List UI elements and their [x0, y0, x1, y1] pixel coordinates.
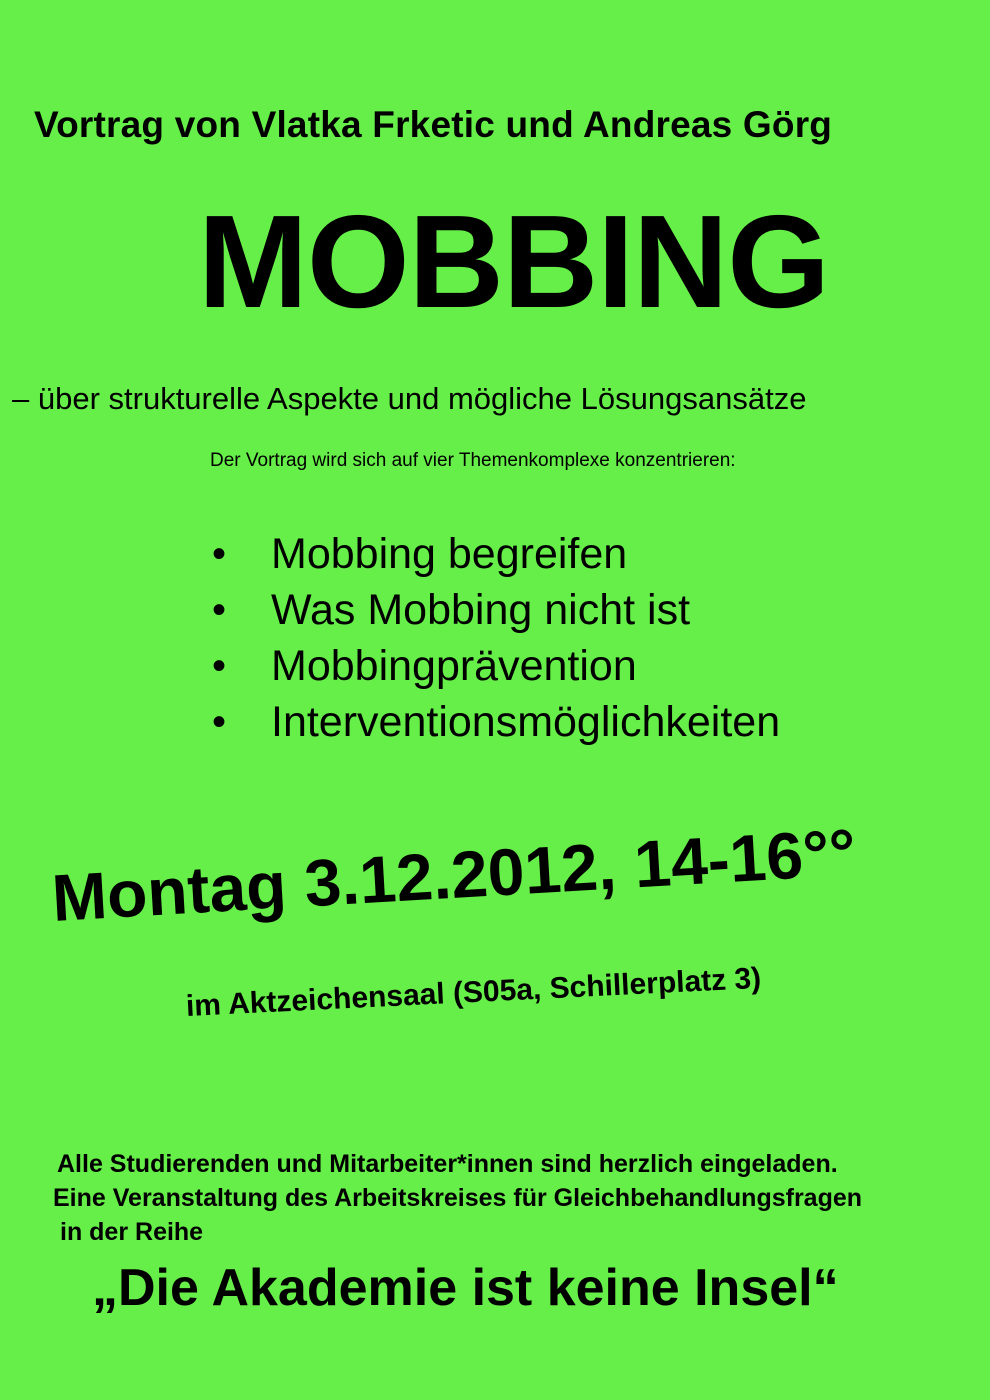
poster-title: MOBBING: [198, 188, 829, 335]
bullet-icon: •: [212, 588, 227, 632]
invitation-line: Alle Studierenden und Mitarbeiter*innen sind herzlich eingeladen.: [57, 1150, 838, 1178]
topics-intro: Der Vortrag wird sich auf vier Themenkomplexe konzentrieren:: [210, 450, 736, 471]
event-date: Montag 3.12.2012, 14-16°°: [49, 814, 858, 935]
speakers-line: Vortrag von Vlatka Frketic und Andreas Görg: [34, 104, 833, 145]
topic-item: [212, 638, 780, 694]
topic-item: [212, 582, 780, 638]
event-location: im Aktzeichensaal (S05a, Schillerplatz 3): [185, 961, 762, 1023]
invitation-line: Eine Veranstaltung des Arbeitskreises für Gleichbehandlungsfragen: [53, 1184, 863, 1212]
series-title: „Die Akademie ist keine Insel“: [92, 1259, 839, 1317]
topic-label: Was Mobbing nicht ist: [271, 586, 691, 634]
topic-label: Interventionsmöglichkeiten: [271, 698, 781, 746]
invitation-line: in der Reihe: [60, 1218, 204, 1246]
poster-subtitle: – über strukturelle Aspekte und mögliche Lösungsansätze: [12, 381, 807, 416]
topic-item: [212, 694, 780, 750]
topics-list: [212, 526, 780, 750]
bullet-icon: •: [212, 644, 227, 688]
topic-item: [212, 526, 780, 582]
bullet-icon: •: [212, 700, 227, 744]
topic-label: Mobbingprävention: [271, 642, 637, 690]
bullet-icon: •: [212, 532, 227, 576]
topic-label: Mobbing begreifen: [271, 530, 628, 578]
